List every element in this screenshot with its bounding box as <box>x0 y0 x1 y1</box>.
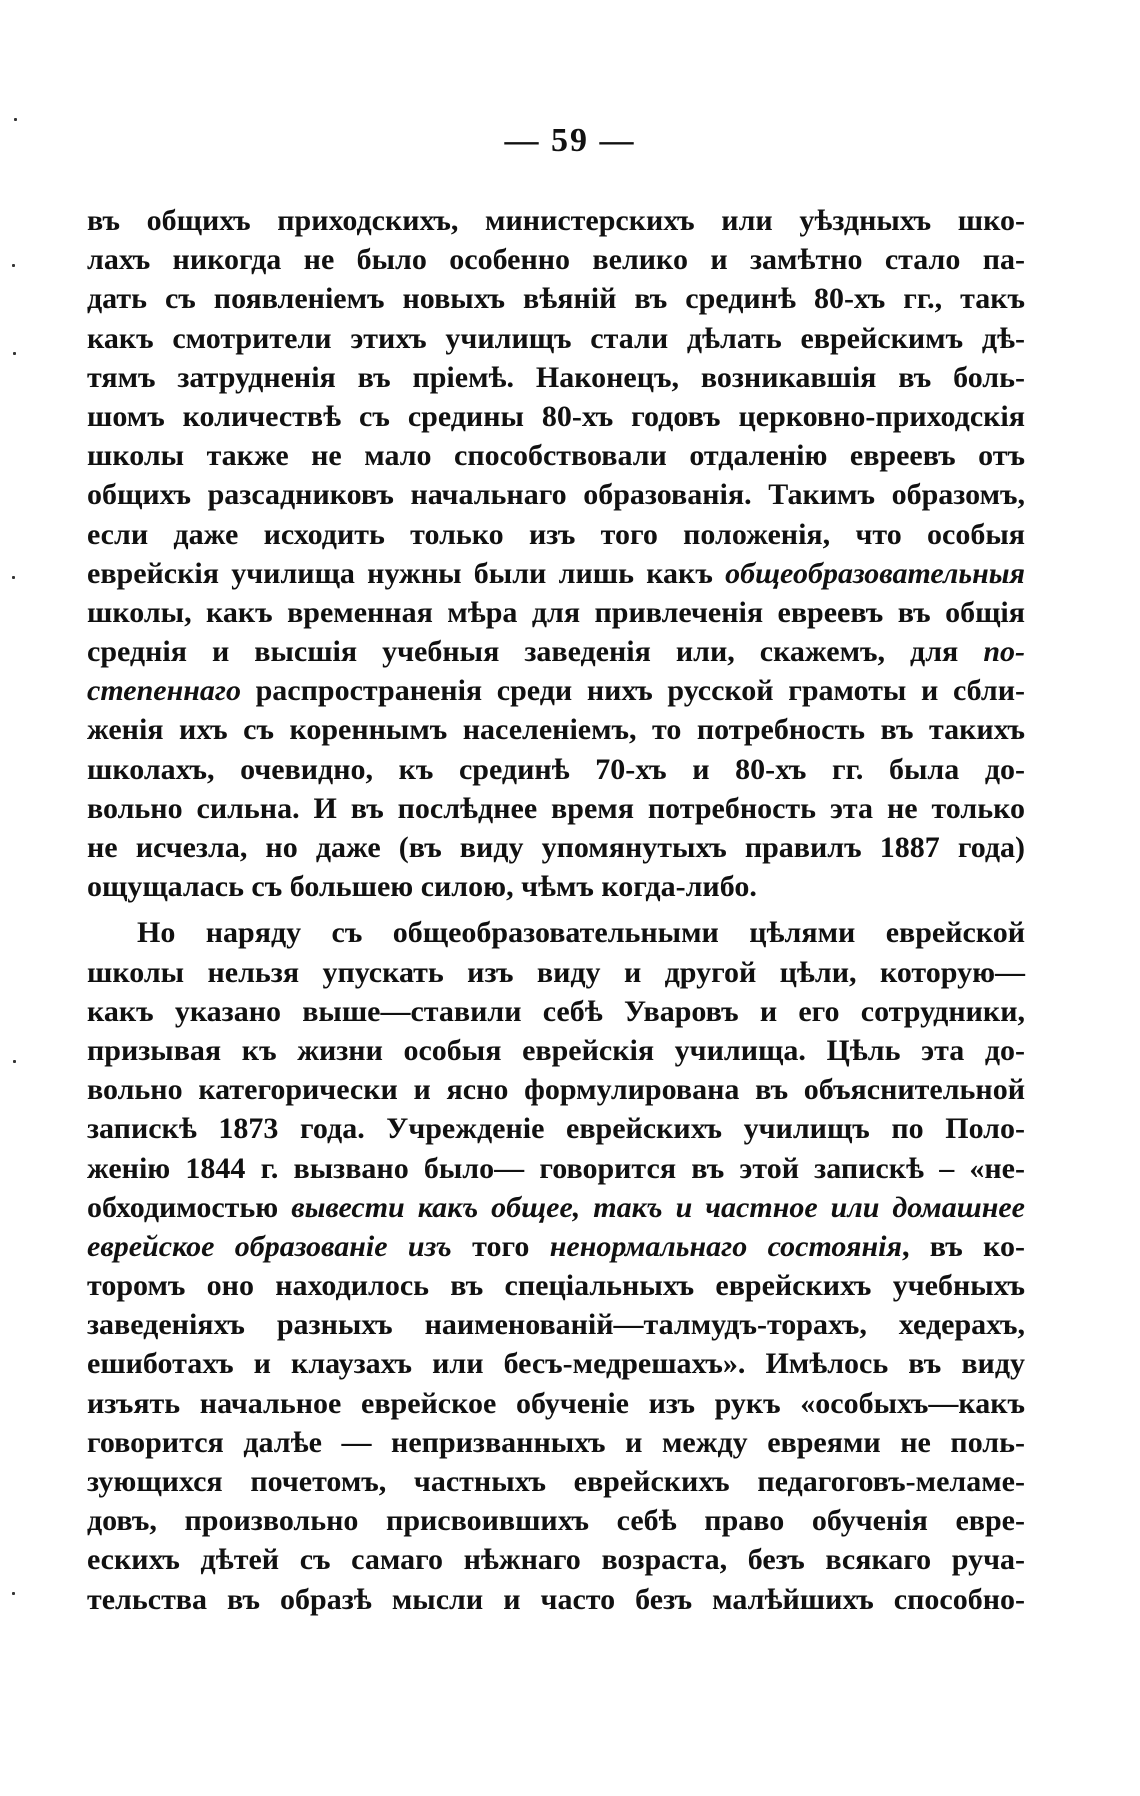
text-line <box>87 1266 1025 1305</box>
text-segment: Но наряду съ общеобразовательными цѣлями еврейской <box>137 916 1025 950</box>
text-line <box>87 1031 1025 1070</box>
text-segment: въ общихъ приходскихъ, министерскихъ или уѣздныхъ шко- <box>87 204 1025 237</box>
text-line <box>87 1344 1025 1383</box>
text-segment: , въ ко- <box>901 1229 1026 1263</box>
text-segment: женія ихъ съ кореннымъ населеніемъ, то потребность въ такихъ <box>87 713 1025 747</box>
text-line <box>87 319 1025 358</box>
text-line <box>87 1188 1025 1227</box>
scan-speck <box>13 352 16 355</box>
text-line <box>87 1109 1025 1148</box>
text-line <box>87 201 1025 240</box>
text-line <box>87 710 1025 749</box>
text-segment: ощущалась съ большею силою, чѣмъ когда-либо. <box>87 870 757 904</box>
paragraph-2 <box>87 913 1025 1618</box>
text-line <box>87 632 1025 671</box>
text-line <box>87 279 1025 318</box>
text-segment: ешиботахъ и клаузахъ или бесъ-медрешахъ». Имѣлось въ виду <box>87 1347 1025 1381</box>
text-segment: шомъ количествѣ съ средины 80-хъ годовъ церковно-приходскія <box>87 399 1025 433</box>
scan-speck <box>14 118 17 121</box>
text-segment: не исчезла, но даже (въ виду упомянутыхъ правилъ 1887 года) <box>87 831 1025 864</box>
italic-text: по- <box>983 635 1025 669</box>
text-line <box>87 1423 1025 1462</box>
text-segment: зующихся почетомъ, частныхъ еврейскихъ педагоговъ-меламе- <box>87 1465 1025 1498</box>
scan-speck <box>12 576 15 579</box>
scan-speck <box>12 1592 15 1595</box>
text-segment: ескихъ дѣтей съ самаго нѣжнаго возраста, безъ всякаго руча- <box>87 1543 1025 1577</box>
text-line <box>87 475 1025 514</box>
text-line <box>87 1462 1025 1501</box>
text-segment: обходимостью <box>87 1190 292 1224</box>
text-segment: вольно категорически и ясно формулирована въ объяснительной <box>87 1073 1025 1107</box>
paragraph-gap <box>87 906 1025 913</box>
text-segment: лахъ никогда не было особенно велико и замѣтно стало па- <box>87 243 1025 277</box>
text-segment: школы нельзя упускать изъ виду и другой цѣли, которую— <box>87 955 1025 989</box>
text-segment: тямъ затрудненія въ пріемѣ. Наконецъ, возникавшія въ боль- <box>87 360 1025 394</box>
text-segment: какъ указано выше—ставили себѣ Уваровъ и его сотрудники, <box>87 994 1025 1028</box>
page-number: — 59 — <box>504 122 636 159</box>
text-segment: заведеніяхъ разныхъ наименованій—талмудъ-торахъ, хедерахъ, <box>87 1308 1025 1342</box>
text-line <box>87 593 1025 632</box>
text-segment: довъ, произвольно присвоившихъ себѣ право обученія евре- <box>87 1504 1025 1538</box>
text-segment: какъ смотрители этихъ училищъ стали дѣлать еврейскимъ дѣ- <box>87 321 1025 355</box>
text-line <box>87 1227 1025 1266</box>
text-segment: того <box>451 1229 550 1263</box>
italic-text: вывести какъ общее, такъ и частное или домашнее <box>291 1190 1025 1224</box>
text-line <box>87 1305 1025 1344</box>
text-line <box>87 867 1025 906</box>
text-segment: если даже исходить только изъ того положенія, что особыя <box>87 517 1025 551</box>
text-segment: говорится далѣе — непризванныхъ и между евреями не поль- <box>87 1425 1025 1459</box>
text-line <box>87 1384 1025 1423</box>
text-line <box>87 554 1025 593</box>
text-segment: среднія и высшія учебныя заведенія или, скажемъ, для <box>87 635 984 669</box>
italic-text: еврейское образованіе изъ <box>87 1229 452 1263</box>
text-line <box>87 913 1025 952</box>
text-line <box>87 515 1025 554</box>
text-segment: дать съ появленіемъ новыхъ вѣяній въ срединѣ 80-хъ гг., такъ <box>87 282 1025 316</box>
text-segment: изъять начальное еврейское обученіе изъ рукъ «особыхъ—какъ <box>87 1386 1025 1420</box>
text-segment: торомъ оно находилось въ спеціальныхъ еврейскихъ учебныхъ <box>87 1269 1025 1303</box>
text-segment: запискѣ 1873 года. Учрежденіе еврейскихъ училищъ по Поло- <box>87 1112 1025 1146</box>
text-line <box>87 953 1025 992</box>
text-line <box>87 828 1025 867</box>
text-segment: вольно сильна. И въ послѣднее время потребность эта не только <box>87 791 1025 825</box>
text-segment: тельства въ образѣ мысли и часто безъ малѣйшихъ способно- <box>87 1582 1025 1616</box>
text-segment: школы также не мало способствовали отдаленію евреевъ отъ <box>87 439 1025 473</box>
scan-speck <box>13 1060 16 1063</box>
italic-text: степеннаго <box>87 674 241 708</box>
text-segment: призывая къ жизни особыя еврейскія училища. Цѣль эта до- <box>87 1033 1025 1067</box>
text-line <box>87 789 1025 828</box>
italic-text: общеобразовательныя <box>725 556 1025 590</box>
text-line <box>87 1580 1025 1619</box>
text-segment: женію 1844 г. вызвано было— говорится въ этой запискѣ – «не- <box>87 1151 1025 1185</box>
text-segment: школахъ, очевидно, къ срединѣ 70-хъ и 80-хъ гг. была до- <box>87 752 1025 786</box>
text-line <box>87 358 1025 397</box>
paragraph-1 <box>87 201 1025 906</box>
text-line <box>87 397 1025 436</box>
text-segment: еврейскія училища нужны были лишь какъ <box>87 556 726 590</box>
text-segment: школы, какъ временная мѣра для привлеченія евреевъ въ общія <box>87 595 1025 629</box>
text-line <box>87 1501 1025 1540</box>
italic-text: ненормальнаго состоянія <box>549 1229 902 1263</box>
text-segment: распространенія среди нихъ русской грамоты и сбли- <box>240 674 1025 708</box>
text-line <box>87 750 1025 789</box>
text-segment: общихъ разсадниковъ начальнаго образованія. Такимъ образомъ, <box>87 478 1025 512</box>
text-line <box>87 1149 1025 1188</box>
text-line <box>87 1070 1025 1109</box>
text-line <box>87 1540 1025 1579</box>
scan-speck <box>12 264 15 267</box>
text-line <box>87 671 1025 710</box>
text-line <box>87 240 1025 279</box>
text-line <box>87 436 1025 475</box>
body-text <box>87 201 1025 1619</box>
text-line <box>87 992 1025 1031</box>
